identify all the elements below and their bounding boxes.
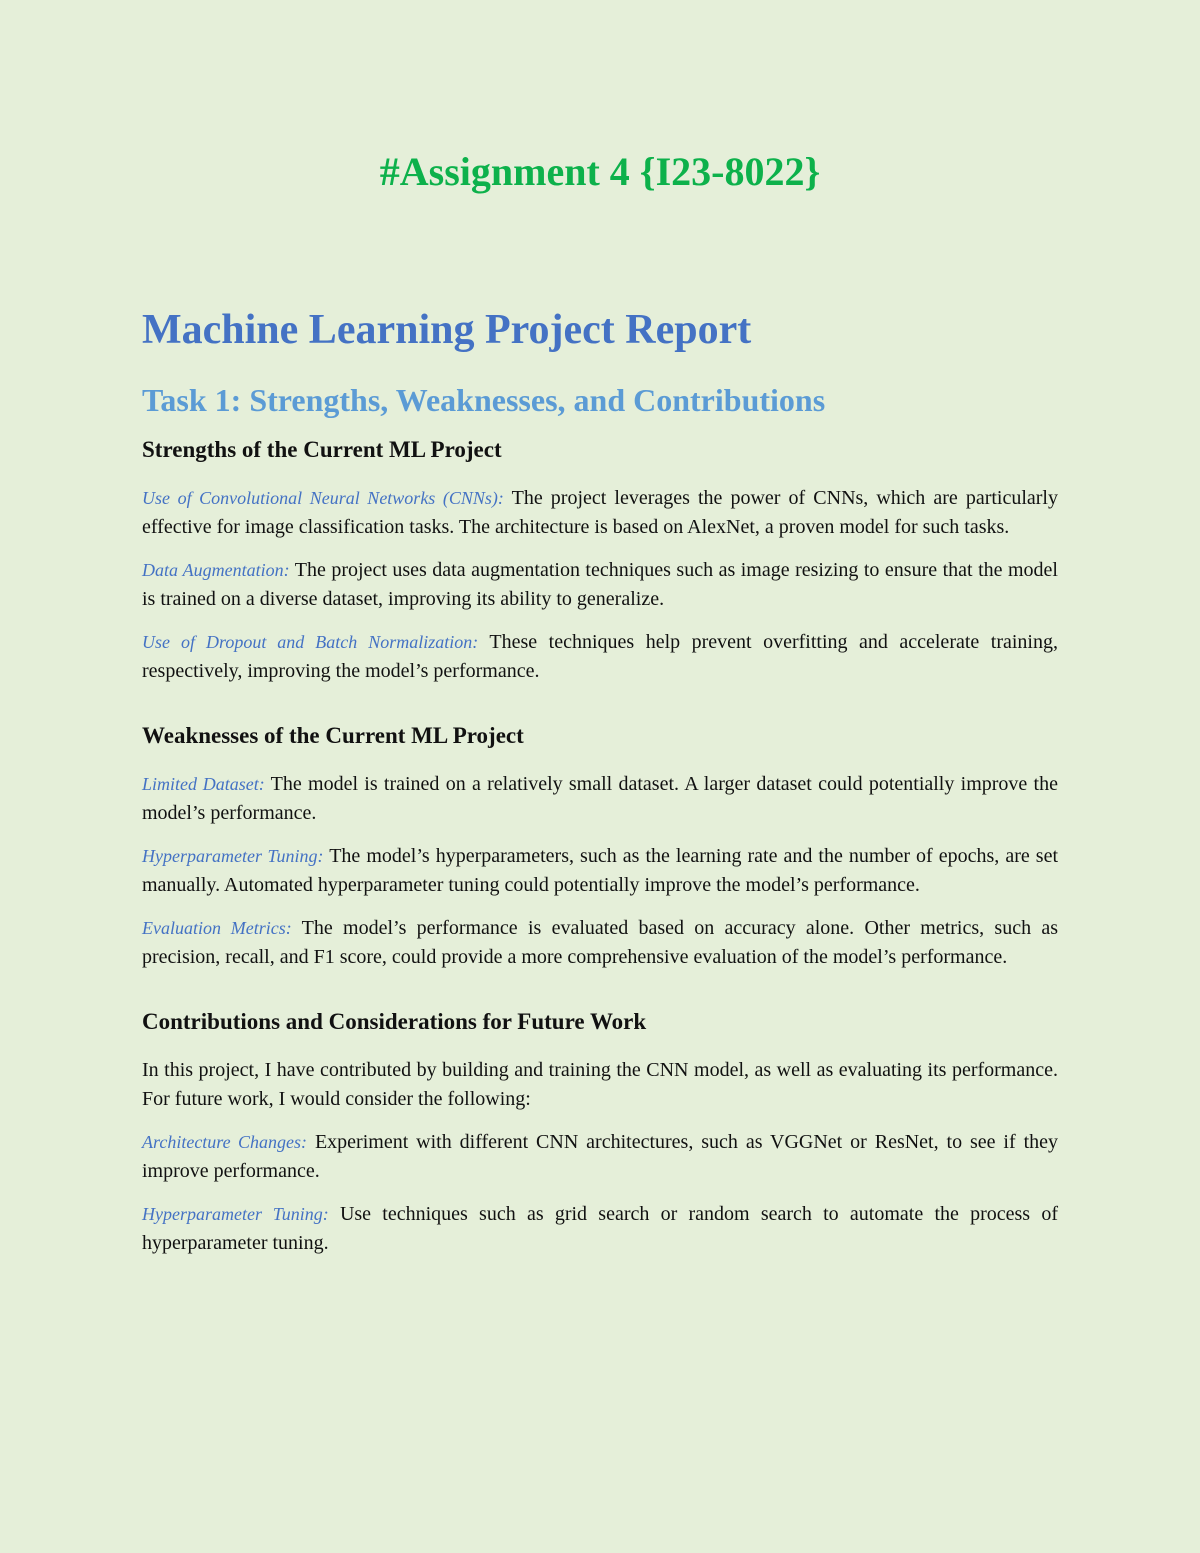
paragraph-text: These techniques help prevent overfitting and accelerate training, respectively, improving the model’s performance. bbox=[142, 631, 1058, 682]
paragraph-text: Use techniques such as grid search or random search to automate the process of hyperparameter tuning. bbox=[142, 1203, 1058, 1254]
paragraph-weakness-tuning bbox=[142, 842, 1058, 900]
paragraph-future-tuning bbox=[142, 1200, 1058, 1258]
paragraph-strength-augmentation bbox=[142, 556, 1058, 614]
section-spacer bbox=[142, 986, 1058, 1006]
section-heading-strengths: Strengths of the Current ML Project bbox=[142, 437, 502, 462]
paragraph-lead: Hyperparameter Tuning: bbox=[142, 1204, 329, 1224]
paragraph-future-architecture bbox=[142, 1128, 1058, 1186]
paragraph-text: The project leverages the power of CNNs, which are particularly effective for image classification tasks. The architecture is based on AlexNet, a proven model for such tasks. bbox=[142, 487, 1058, 538]
paragraph-strength-cnn bbox=[142, 484, 1058, 542]
paragraph-lead: Use of Dropout and Batch Normalization: bbox=[142, 632, 479, 652]
assignment-title: #Assignment 4 {I23-8022} bbox=[379, 149, 821, 194]
section-heading-weaknesses: Weaknesses of the Current ML Project bbox=[142, 723, 524, 748]
paragraph-text: The model is trained on a relatively small dataset. A larger dataset could potentially improve the model’s performance. bbox=[142, 773, 1058, 824]
paragraph-lead: Evaluation Metrics: bbox=[142, 918, 292, 938]
paragraph-lead: Architecture Changes: bbox=[142, 1132, 308, 1152]
section-spacer bbox=[142, 700, 1058, 720]
document-body bbox=[142, 300, 1058, 1272]
paragraph-text: The project uses data augmentation techniques such as image resizing to ensure that the model is trained on a diverse dataset, improving its ability to generalize. bbox=[142, 559, 1058, 610]
paragraph-strength-dropout bbox=[142, 628, 1058, 686]
paragraph-text: The model’s performance is evaluated based on accuracy alone. Other metrics, such as precision, recall, and F1 score, could provide a more comprehensive evaluation of the model’s performance. bbox=[142, 917, 1059, 968]
paragraph-lead: Limited Dataset: bbox=[142, 774, 265, 794]
paragraph-text: Experiment with different CNN architectures, such as VGGNet or ResNet, to see if they improve performance. bbox=[142, 1131, 1058, 1182]
paragraph-lead: Hyperparameter Tuning: bbox=[142, 846, 324, 866]
report-heading: Machine Learning Project Report bbox=[142, 307, 752, 353]
section-heading-contributions: Contributions and Considerations for Future Work bbox=[142, 1009, 647, 1034]
task-heading: Task 1: Strengths, Weaknesses, and Contributions bbox=[142, 382, 826, 418]
paragraph-weakness-dataset bbox=[142, 770, 1058, 828]
paragraph-lead: Data Augmentation: bbox=[142, 560, 290, 580]
paragraph-text: The model’s hyperparameters, such as the learning rate and the number of epochs, are set manually. Automated hyperparameter tuning could potentially improve the model’s performance. bbox=[142, 845, 1058, 896]
paragraph-contributions-intro: In this project, I have contributed by building and training the CNN model, as well as evaluating its performance. For future work, I would consider the following: bbox=[142, 1059, 1058, 1110]
paragraph-lead: Use of Convolutional Neural Networks (CNNs): bbox=[142, 488, 504, 508]
paragraph-weakness-metrics bbox=[142, 914, 1058, 972]
